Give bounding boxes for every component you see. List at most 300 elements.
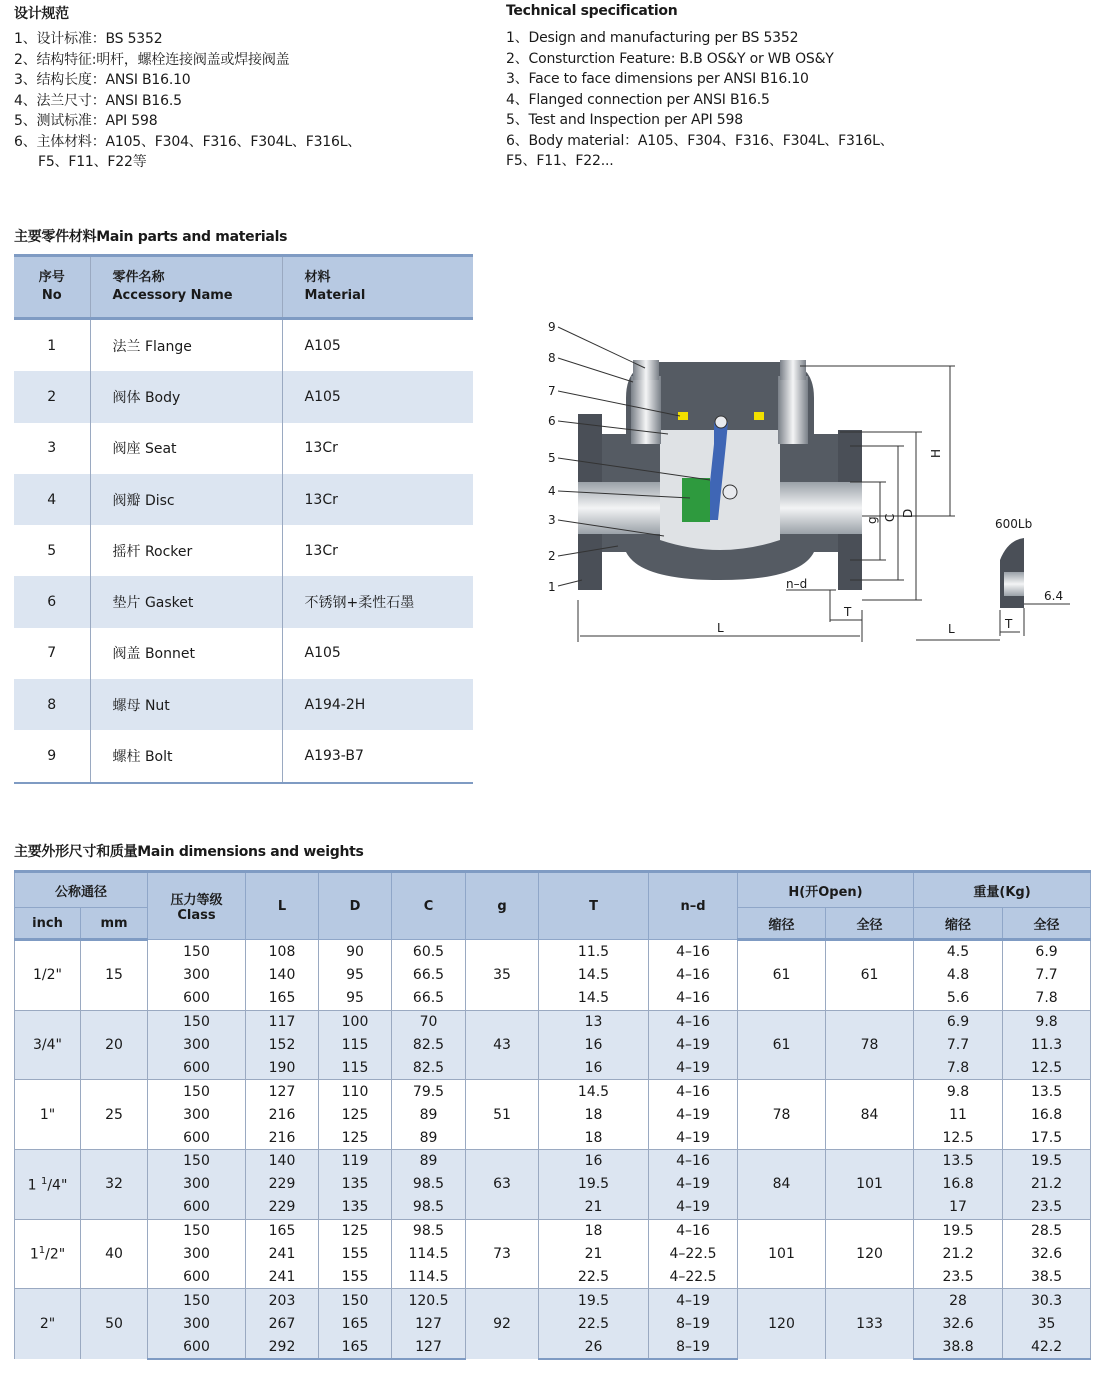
cell-D: 155 <box>319 1243 392 1266</box>
detail-L: L <box>948 622 955 636</box>
table-row <box>15 1103 1091 1126</box>
design-spec-cn-title: 设计规范 <box>14 6 69 22</box>
spec-en-item: 4、Flanged connection per ANSI B16.5 <box>506 91 770 108</box>
dim-T: T <box>844 605 852 619</box>
size-group <box>15 1289 1091 1359</box>
cell-T: 11.5 <box>539 940 649 964</box>
cell-D: 150 <box>319 1289 392 1312</box>
part-name: 法兰 Flange <box>90 319 282 372</box>
cell-nd: 4–16 <box>649 987 738 1010</box>
table-row <box>15 1265 1091 1288</box>
cell-H-reduced: 61 <box>738 1010 826 1080</box>
cell-W-full: 28.5 <box>1003 1219 1091 1242</box>
disc <box>682 478 710 522</box>
cell-nd: 4–22.5 <box>649 1265 738 1288</box>
cell-D: 125 <box>319 1126 392 1149</box>
size-inch: 2" <box>15 1289 81 1359</box>
table-row <box>14 371 473 422</box>
part-material: 不锈钢+柔性石墨 <box>282 576 473 627</box>
cell-W-full: 16.8 <box>1003 1103 1091 1126</box>
detail-600lb-value: 6.4 <box>1044 589 1064 603</box>
cell-D: 165 <box>319 1335 392 1359</box>
table-row <box>15 1056 1091 1079</box>
part-material: 13Cr <box>304 440 338 457</box>
cell-L: 127 <box>246 1080 319 1103</box>
size-inch: 1" <box>15 1080 81 1150</box>
cell-class: 300 <box>148 1173 246 1196</box>
header-W-full: 全径 <box>1003 908 1091 940</box>
callout-5: 5 <box>548 451 556 465</box>
cell-class: 150 <box>148 1150 246 1173</box>
cell-g: 35 <box>466 940 539 1011</box>
cell-C: 127 <box>392 1335 466 1359</box>
header-H: H(开Open) <box>738 872 914 908</box>
cell-W-full: 17.5 <box>1003 1126 1091 1149</box>
spec-en-item: F5、F11、F22... <box>506 153 614 169</box>
header-weight: 重量(Kg) <box>914 872 1091 908</box>
header-H-full: 全径 <box>826 908 914 940</box>
cell-class: 600 <box>148 1056 246 1079</box>
cell-C: 60.5 <box>392 940 466 964</box>
cell-C: 98.5 <box>392 1173 466 1196</box>
cell-L: 108 <box>246 940 319 964</box>
cell-L: 216 <box>246 1126 319 1149</box>
size-inch: 1/2" <box>15 940 81 1011</box>
cell-T: 18 <box>539 1126 649 1149</box>
cell-H-reduced: 101 <box>738 1219 826 1289</box>
left-nut <box>633 360 659 380</box>
dims-title: 主要外形尺寸和质量Main dimensions and weights <box>14 844 364 860</box>
cell-D: 125 <box>319 1219 392 1242</box>
part-material: A193-B7 <box>282 730 473 782</box>
part-name: 阀体 Body <box>90 371 282 422</box>
callout-9: 9 <box>548 320 556 334</box>
detail-T: T <box>1005 617 1013 631</box>
header-W-reduced: 缩径 <box>914 908 1003 940</box>
spec-en-item: 5、Test and Inspection per API 598 <box>506 112 743 128</box>
cell-W-reduced: 6.9 <box>914 1010 1003 1033</box>
part-name: 螺柱 Bolt <box>90 730 282 782</box>
cell-W-full: 35 <box>1003 1312 1091 1335</box>
cell-nd: 4–16 <box>649 964 738 987</box>
cell-class: 600 <box>148 1265 246 1288</box>
tech-spec-en-title: Technical specification <box>506 3 678 19</box>
cell-D: 135 <box>319 1196 392 1219</box>
table-row <box>14 576 473 627</box>
cell-W-full: 21.2 <box>1003 1173 1091 1196</box>
cell-W-reduced: 28 <box>914 1289 1003 1312</box>
header-H-reduced: 缩径 <box>738 908 826 940</box>
cell-class: 600 <box>148 987 246 1010</box>
cell-C: 66.5 <box>392 987 466 1010</box>
cell-L: 190 <box>246 1056 319 1079</box>
cell-L: 292 <box>246 1335 319 1359</box>
cell-C: 82.5 <box>392 1034 466 1057</box>
part-name: 摇杆 Rocker <box>90 525 282 576</box>
part-name: 阀盖 Bonnet <box>90 628 282 679</box>
cell-L: 229 <box>246 1173 319 1196</box>
table-row <box>15 1126 1091 1149</box>
cell-T: 19.5 <box>539 1289 649 1312</box>
cell-W-reduced: 7.7 <box>914 1034 1003 1057</box>
cell-T: 19.5 <box>539 1173 649 1196</box>
size-mm: 32 <box>81 1150 148 1220</box>
parts-header-row <box>14 256 473 319</box>
header-T: T <box>539 872 649 940</box>
header-L: L <box>246 872 319 940</box>
cell-H-full: 61 <box>826 940 914 1011</box>
part-name: 螺母 Nut <box>90 679 282 730</box>
parts-header-name: 零件名称 Accessory Name <box>90 256 282 319</box>
table-row <box>15 987 1091 1010</box>
spec-cn-item: 5、测试标准：API 598 <box>14 113 158 129</box>
design-spec-cn-list <box>14 29 361 173</box>
cell-W-full: 7.8 <box>1003 987 1091 1010</box>
callout-8: 8 <box>548 351 556 365</box>
size-inch: $1^1/2$" <box>15 1219 81 1289</box>
cell-H-full: 133 <box>826 1289 914 1359</box>
cell-nd: 4–19 <box>649 1034 738 1057</box>
cell-class: 600 <box>148 1126 246 1149</box>
cell-C: 127 <box>392 1312 466 1335</box>
right-nut <box>780 360 806 380</box>
cell-H-reduced: 84 <box>738 1150 826 1220</box>
cell-T: 22.5 <box>539 1312 649 1335</box>
callout-4: 4 <box>548 484 556 498</box>
spec-cn-item: F5、F11、F22等 <box>38 154 147 170</box>
cell-W-full: 30.3 <box>1003 1289 1091 1312</box>
cell-L: 152 <box>246 1034 319 1057</box>
spec-cn-item: 6、主体材料：A105、F304、F316、F304L、F316L、 <box>14 133 362 150</box>
part-no: 2 <box>14 371 90 422</box>
table-row <box>15 1243 1091 1266</box>
cell-class: 150 <box>148 940 246 964</box>
cell-H-reduced: 78 <box>738 1080 826 1150</box>
cell-W-full: 6.9 <box>1003 940 1091 964</box>
table-row <box>15 1034 1091 1057</box>
dim-nd: n–d <box>786 577 808 591</box>
cell-D: 100 <box>319 1010 392 1033</box>
callout-6: 6 <box>548 414 556 428</box>
cell-T: 16 <box>539 1034 649 1057</box>
cell-T: 18 <box>539 1103 649 1126</box>
table-row <box>15 1219 1091 1242</box>
header-nominal: 公称通径 <box>15 872 148 908</box>
cell-C: 66.5 <box>392 964 466 987</box>
table-row <box>15 964 1091 987</box>
cell-nd: 4–19 <box>649 1126 738 1149</box>
cell-nd: 4–16 <box>649 1150 738 1173</box>
header-mm: mm <box>81 908 148 940</box>
dim-L: L <box>717 621 724 635</box>
cell-T: 13 <box>539 1010 649 1033</box>
cell-W-reduced: 13.5 <box>914 1150 1003 1173</box>
right-bolt <box>778 376 808 444</box>
cell-class: 600 <box>148 1196 246 1219</box>
table-row <box>15 1196 1091 1219</box>
cell-C: 98.5 <box>392 1219 466 1242</box>
size-group <box>15 1080 1091 1150</box>
cell-T: 18 <box>539 1219 649 1242</box>
table-row <box>14 319 473 372</box>
cell-W-full: 38.5 <box>1003 1265 1091 1288</box>
table-row <box>15 940 1091 964</box>
spec-en-item: 3、Face to face dimensions per ANSI B16.10 <box>506 71 809 87</box>
cell-W-full: 11.3 <box>1003 1034 1091 1057</box>
cell-W-reduced: 19.5 <box>914 1219 1003 1242</box>
cell-class: 300 <box>148 1243 246 1266</box>
cell-L: 203 <box>246 1289 319 1312</box>
cell-nd: 4–19 <box>649 1173 738 1196</box>
cell-T: 21 <box>539 1196 649 1219</box>
cell-g: 51 <box>466 1080 539 1150</box>
cell-W-reduced: 5.6 <box>914 987 1003 1010</box>
header-D: D <box>319 872 392 940</box>
cell-T: 26 <box>539 1335 649 1359</box>
cell-T: 14.5 <box>539 1080 649 1103</box>
size-group <box>15 1150 1091 1220</box>
spec-en-item: 2、Consturction Feature: B.B OS&Y or WB OS&Y <box>506 50 834 67</box>
detail-600lb-label: 600Lb <box>995 517 1033 531</box>
part-material: A194-2H <box>282 679 473 730</box>
cell-H-full: 101 <box>826 1150 914 1220</box>
cell-W-reduced: 7.8 <box>914 1056 1003 1079</box>
cell-class: 150 <box>148 1010 246 1033</box>
part-no: 6 <box>14 576 90 627</box>
cell-L: 241 <box>246 1265 319 1288</box>
cell-D: 110 <box>319 1080 392 1103</box>
cell-T: 16 <box>539 1150 649 1173</box>
table-row <box>14 423 473 474</box>
part-material: A105 <box>282 371 473 422</box>
cell-nd: 4–22.5 <box>649 1243 738 1266</box>
size-inch: 1 $^1$/4" <box>15 1150 81 1220</box>
size-mm: 40 <box>81 1219 148 1289</box>
part-material: 13Cr <box>304 542 338 559</box>
cell-W-reduced: 11 <box>914 1103 1003 1126</box>
cell-D: 115 <box>319 1034 392 1057</box>
cell-C: 114.5 <box>392 1243 466 1266</box>
cell-nd: 4–19 <box>649 1196 738 1219</box>
cell-W-full: 32.6 <box>1003 1243 1091 1266</box>
part-name: 阀座 Seat <box>90 423 282 474</box>
cell-H-full: 84 <box>826 1080 914 1150</box>
cell-T: 21 <box>539 1243 649 1266</box>
table-row <box>14 525 473 576</box>
cell-g: 43 <box>466 1010 539 1080</box>
cell-W-full: 12.5 <box>1003 1056 1091 1079</box>
cell-W-reduced: 21.2 <box>914 1243 1003 1266</box>
cell-class: 300 <box>148 964 246 987</box>
cell-D: 95 <box>319 964 392 987</box>
header-class: 压力等级 Class <box>148 872 246 940</box>
cell-class: 150 <box>148 1289 246 1312</box>
table-row <box>14 474 473 525</box>
cell-H-full: 120 <box>826 1219 914 1289</box>
cell-W-full: 42.2 <box>1003 1335 1091 1359</box>
cell-C: 79.5 <box>392 1080 466 1103</box>
header-nd: n–d <box>649 872 738 940</box>
callout-7: 7 <box>548 384 556 398</box>
cell-class: 600 <box>148 1335 246 1359</box>
part-material: A105 <box>304 337 341 354</box>
table-row <box>15 1173 1091 1196</box>
size-mm: 25 <box>81 1080 148 1150</box>
dims-header-row-1 <box>15 872 1091 908</box>
header-C: C <box>392 872 466 940</box>
cell-D: 90 <box>319 940 392 964</box>
cell-C: 70 <box>392 1010 466 1033</box>
size-group <box>15 940 1091 1011</box>
cell-D: 95 <box>319 987 392 1010</box>
cell-W-full: 19.5 <box>1003 1150 1091 1173</box>
cell-L: 241 <box>246 1243 319 1266</box>
part-no: 3 <box>14 423 90 474</box>
cell-L: 117 <box>246 1010 319 1033</box>
detail-dimension-lines <box>916 604 1070 640</box>
cell-class: 300 <box>148 1312 246 1335</box>
cell-class: 300 <box>148 1103 246 1126</box>
size-inch: 3/4" <box>15 1010 81 1080</box>
table-row <box>15 1150 1091 1173</box>
dims-table <box>14 870 1091 1360</box>
cell-L: 267 <box>246 1312 319 1335</box>
table-row <box>14 679 473 730</box>
spec-cn-item: 2、结构特征:明杆，螺栓连接阀盖或焊接阀盖 <box>14 51 290 68</box>
cell-W-reduced: 12.5 <box>914 1126 1003 1149</box>
part-no: 8 <box>14 679 90 730</box>
size-mm: 20 <box>81 1010 148 1080</box>
cell-g: 63 <box>466 1150 539 1220</box>
disc-nut <box>723 485 737 499</box>
table-row <box>15 1010 1091 1033</box>
cell-L: 229 <box>246 1196 319 1219</box>
cell-g: 92 <box>466 1289 539 1359</box>
cell-T: 14.5 <box>539 964 649 987</box>
detail-600lb-bore <box>1004 572 1024 596</box>
cell-class: 300 <box>148 1034 246 1057</box>
cell-C: 82.5 <box>392 1056 466 1079</box>
table-row <box>15 1335 1091 1359</box>
cell-nd: 4–19 <box>649 1103 738 1126</box>
cell-W-reduced: 38.8 <box>914 1335 1003 1359</box>
cell-W-reduced: 17 <box>914 1196 1003 1219</box>
cell-g: 73 <box>466 1219 539 1289</box>
cell-D: 135 <box>319 1173 392 1196</box>
dim-C: C <box>883 513 897 522</box>
cell-L: 165 <box>246 987 319 1010</box>
cell-nd: 4–16 <box>649 1080 738 1103</box>
callout-3: 3 <box>548 513 556 527</box>
tech-spec-en-list <box>506 28 894 172</box>
size-mm: 15 <box>81 940 148 1011</box>
cell-D: 125 <box>319 1103 392 1126</box>
size-group <box>15 1219 1091 1289</box>
cell-nd: 8–19 <box>649 1312 738 1335</box>
part-no: 7 <box>14 628 90 679</box>
cell-W-reduced: 23.5 <box>914 1265 1003 1288</box>
part-name: 阀瓣 Disc <box>90 474 282 525</box>
parts-header-no: 序号 No <box>14 256 90 319</box>
cell-T: 22.5 <box>539 1265 649 1288</box>
cell-W-reduced: 32.6 <box>914 1312 1003 1335</box>
parts-header-material: 材料 Material <box>282 256 473 319</box>
cell-nd: 4–19 <box>649 1056 738 1079</box>
cell-D: 165 <box>319 1312 392 1335</box>
spec-en-item: 1、Design and manufacturing per BS 5352 <box>506 30 799 46</box>
dim-g: g <box>865 516 879 524</box>
cell-nd: 4–19 <box>649 1289 738 1312</box>
parts-title: 主要零件材料Main parts and materials <box>14 229 288 245</box>
cell-L: 140 <box>246 1150 319 1173</box>
table-row <box>15 1080 1091 1103</box>
header-inch: inch <box>15 908 81 940</box>
part-material: A105 <box>304 645 341 662</box>
part-no: 9 <box>14 730 90 782</box>
callout-1: 1 <box>548 580 556 594</box>
cell-C: 89 <box>392 1150 466 1173</box>
cell-W-reduced: 4.5 <box>914 940 1003 964</box>
cell-W-reduced: 4.8 <box>914 964 1003 987</box>
cell-D: 119 <box>319 1150 392 1173</box>
spec-en-item: 6、Body material：A105、F304、F316、F304L、F316L、 <box>506 132 894 149</box>
cell-C: 98.5 <box>392 1196 466 1219</box>
cell-W-reduced: 16.8 <box>914 1173 1003 1196</box>
cell-class: 150 <box>148 1080 246 1103</box>
left-bolt <box>631 376 661 444</box>
part-no: 5 <box>14 525 90 576</box>
gasket-right <box>754 412 764 420</box>
header-g: g <box>466 872 539 940</box>
cell-C: 89 <box>392 1103 466 1126</box>
rocker-pin <box>715 416 727 428</box>
part-name: 垫片 Gasket <box>90 576 282 627</box>
spec-cn-item: 3、结构长度：ANSI B16.10 <box>14 72 191 88</box>
part-no: 1 <box>14 319 90 372</box>
valve-section-drawing <box>530 310 1090 650</box>
cell-nd: 4–16 <box>649 1219 738 1242</box>
cell-C: 120.5 <box>392 1289 466 1312</box>
table-row <box>14 628 473 679</box>
size-group <box>15 1010 1091 1080</box>
dim-D: D <box>901 508 915 518</box>
cell-nd: 8–19 <box>649 1335 738 1359</box>
cell-class: 150 <box>148 1219 246 1242</box>
size-mm: 50 <box>81 1289 148 1359</box>
table-row <box>14 730 473 782</box>
spec-cn-item: 4、法兰尺寸：ANSI B16.5 <box>14 92 182 109</box>
cell-T: 16 <box>539 1056 649 1079</box>
parts-table <box>14 254 473 784</box>
cell-nd: 4–16 <box>649 940 738 964</box>
cell-W-full: 7.7 <box>1003 964 1091 987</box>
cell-L: 140 <box>246 964 319 987</box>
cell-H-reduced: 120 <box>738 1289 826 1359</box>
cell-nd: 4–16 <box>649 1010 738 1033</box>
cell-C: 114.5 <box>392 1265 466 1288</box>
cell-H-reduced: 61 <box>738 940 826 1011</box>
part-material: 13Cr <box>282 474 473 525</box>
cell-W-full: 23.5 <box>1003 1196 1091 1219</box>
cell-W-full: 9.8 <box>1003 1010 1091 1033</box>
cell-C: 89 <box>392 1126 466 1149</box>
callout-2: 2 <box>548 549 556 563</box>
cell-D: 155 <box>319 1265 392 1288</box>
cell-D: 115 <box>319 1056 392 1079</box>
cell-L: 216 <box>246 1103 319 1126</box>
spec-cn-item: 1、设计标准：BS 5352 <box>14 31 163 47</box>
cell-W-full: 13.5 <box>1003 1080 1091 1103</box>
